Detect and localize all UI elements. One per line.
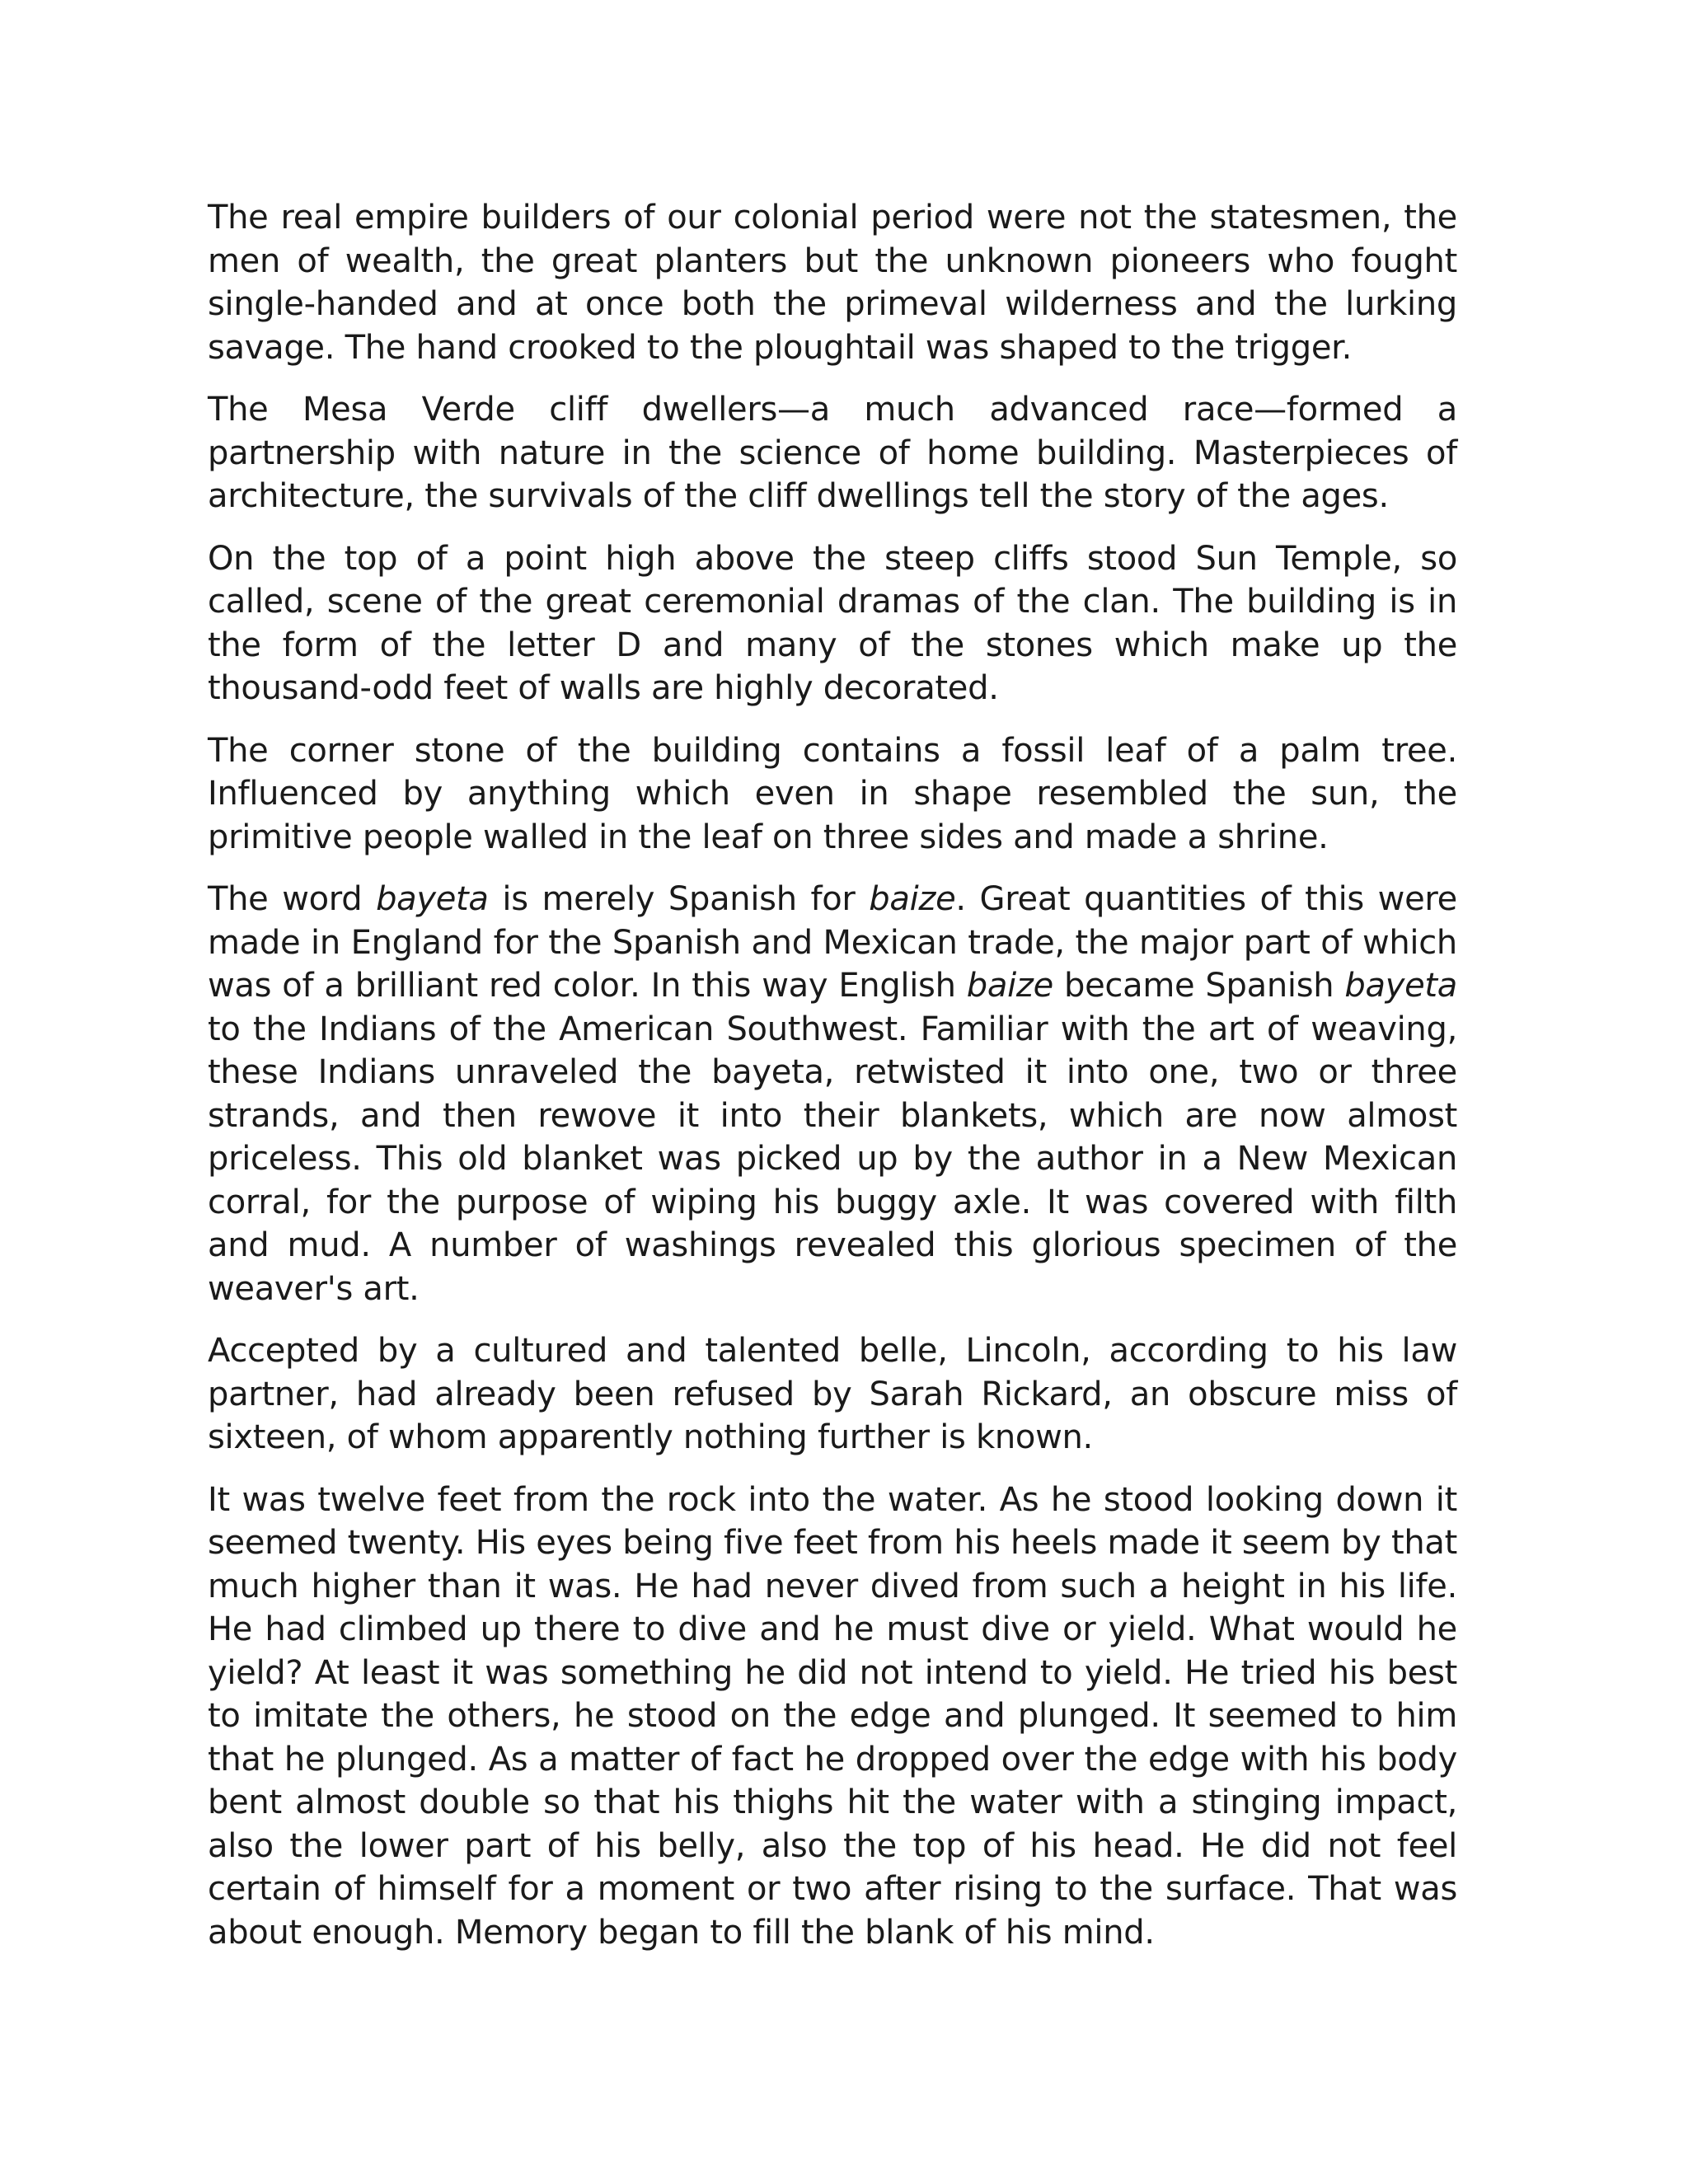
paragraph-text: became Spanish <box>1053 967 1345 1005</box>
paragraph-text: . Great quantities of this were made in England for the Spanish and Mexican trade, the major part of which was of a brilliant red color. In this way English <box>208 880 1457 1005</box>
paragraph-text: The Mesa Verde cliff dwellers—a much advanced race—formed a partnership with nature in the science of home building. Masterpieces of architecture, the survivals of the cliff dwellings tell the story of the ages. <box>208 391 1457 515</box>
paragraph-bayeta <box>208 878 1457 1310</box>
paragraph-text: It was twelve feet from the rock into the water. As he stood looking down it seemed twenty. His eyes being five feet from his heels made it seem by that much higher than it was. He had never dived from such a height in his life. He had climbed up there to dive and he must dive or yield. What would he yield? At least it was something he did not intend to yield. He tried his best to imitate the others, he stood on the edge and plunged. It seemed to him that he plunged. As a matter of fact he dropped over the edge with his body bent almost double so that his thighs hit the water with a stinging impact, also the lower part of his belly, also the top of his head. He did not feel certain of himself for a moment or two after rising to the surface. That was about enough. Memory began to fill the blank of his mind. <box>208 1480 1457 1952</box>
paragraph-text: to the Indians of the American Southwest. Familiar with the art of weaving, these Indians unraveled the bayeta, retwisted it into one, two or three strands, and then rewove it into their blankets, which are now almost priceless. This old blanket was picked up by the author in a New Mexican corral, for the purpose of wiping his buggy axle. It was covered with filth and mud. A number of washings revealed this glorious specimen of the weaver's art. <box>208 1010 1457 1308</box>
paragraph-colonial-pioneers <box>208 196 1457 369</box>
paragraph-mesa-verde <box>208 388 1457 518</box>
paragraph-corner-stone <box>208 729 1457 860</box>
paragraph-lincoln <box>208 1329 1457 1460</box>
paragraph-dive <box>208 1479 1457 1955</box>
italic-term: bayeta <box>1344 967 1457 1005</box>
italic-term: bayeta <box>376 880 489 918</box>
paragraph-text: On the top of a point high above the steep cliffs stood Sun Temple, so called, scene of the great ceremonial dramas of the clan. The building is in the form of the letter D and many of the stones which make up the thousand-odd feet of walls are highly decorated. <box>208 539 1457 707</box>
italic-term: baize <box>966 967 1053 1005</box>
paragraph-text: The word <box>208 880 377 918</box>
paragraph-text: The corner stone of the building contains a fossil leaf of a palm tree. Influenced by anything which even in shape resembled the sun, the primitive people walled in the leaf on three sides and made a shrine. <box>208 731 1457 856</box>
document-page <box>208 196 1457 1973</box>
italic-term: baize <box>869 880 956 918</box>
paragraph-text: The real empire builders of our colonial period were not the statesmen, the men of wealth, the great planters but the unknown pioneers who fought single-handed and at once both the primeval wilderness and the lurking savage. The hand crooked to the ploughtail was shaped to the trigger. <box>208 199 1457 367</box>
paragraph-text: is merely Spanish for <box>488 880 870 918</box>
paragraph-text: Accepted by a cultured and talented belle, Lincoln, according to his law partner, had already been refused by Sarah Rickard, an obscure miss of sixteen, of whom apparently nothing further is known. <box>208 1332 1457 1456</box>
paragraph-sun-temple <box>208 537 1457 710</box>
